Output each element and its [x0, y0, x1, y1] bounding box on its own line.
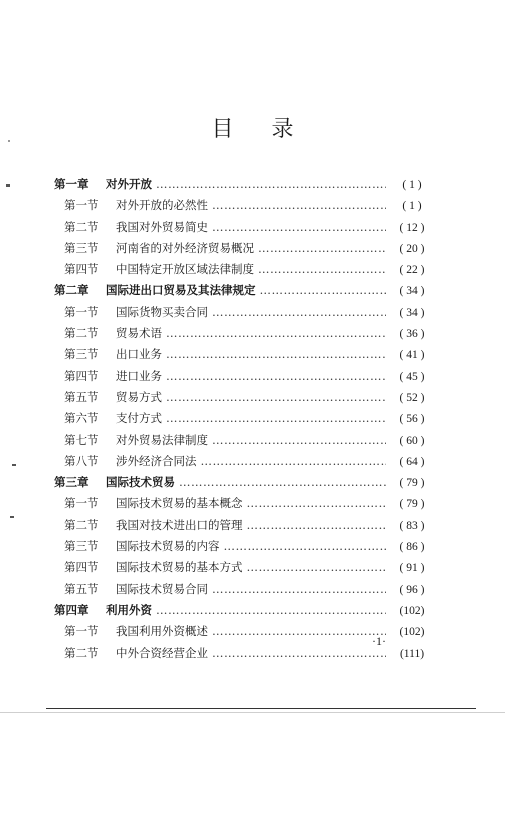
- toc-entry-page: ( 86 ): [399, 541, 425, 554]
- toc-section-row: [54, 261, 434, 282]
- toc-entry-title: 对外贸易法律制度: [116, 432, 208, 447]
- toc-entry-number: 第七节: [64, 432, 99, 447]
- toc-entry-page: ( 41 ): [399, 349, 425, 362]
- toc-chapter-row: [54, 474, 434, 495]
- title-char-1: 目: [211, 117, 234, 142]
- toc-entry-number: 第一节: [64, 624, 99, 639]
- toc-chapter-row: [54, 176, 434, 197]
- toc-entry-number: 第八节: [64, 453, 99, 468]
- toc-entry-number: 第一章: [54, 177, 89, 191]
- toc-entry-page: ( 1 ): [402, 179, 422, 191]
- toc-section-row: [54, 432, 434, 453]
- toc-entry-title: 对外开放: [106, 177, 152, 191]
- scan-speck: [6, 184, 10, 187]
- toc-section-row: [54, 581, 434, 602]
- dot-leader: [247, 560, 387, 574]
- scan-edge-line: [0, 712, 505, 713]
- toc-entry-page: ( 52 ): [399, 391, 425, 404]
- toc-entry-number: 第一节: [64, 496, 99, 511]
- toc-entry-page: ( 34 ): [399, 306, 425, 319]
- toc-entry-title: 中国特定开放区域法律制度: [116, 262, 254, 277]
- toc-section-row: [54, 389, 434, 410]
- toc-entry-number: 第四节: [64, 560, 99, 575]
- dot-leader: [166, 326, 386, 340]
- toc-entry-number: 第六节: [64, 411, 99, 426]
- toc-entry-number: 第一节: [64, 198, 99, 213]
- toc-section-row: [54, 219, 434, 240]
- toc-entry-page: ( 1 ): [402, 200, 422, 213]
- toc-entry-page: ( 12 ): [399, 221, 425, 234]
- toc-entry-page: ( 60 ): [399, 434, 425, 447]
- toc-section-row: [54, 304, 434, 325]
- toc-section-row: [54, 559, 434, 580]
- toc-entry-title: 国际技术贸易合同: [116, 581, 208, 596]
- dot-leader: [212, 305, 386, 319]
- toc-entry-page: ( 83 ): [399, 519, 425, 532]
- toc-entry-number: 第一节: [64, 304, 99, 319]
- dot-leader: [258, 241, 386, 255]
- toc-entry-page: (102): [399, 626, 425, 639]
- toc-chapter-row: [54, 602, 434, 623]
- toc-entry-number: 第二节: [64, 645, 99, 660]
- toc-entry-page: ( 34 ): [399, 285, 425, 298]
- dot-leader: [156, 603, 386, 617]
- toc-section-row: [54, 197, 434, 218]
- toc-section-row: [54, 517, 434, 538]
- dot-leader: [247, 518, 387, 532]
- toc-section-row: [54, 410, 434, 431]
- toc-entry-title: 我国对外贸易简史: [116, 219, 208, 234]
- dot-leader: [212, 646, 386, 660]
- dot-leader: [258, 262, 386, 276]
- toc-section-row: [54, 325, 434, 346]
- toc-entry-title: 国际技术贸易的基本方式: [116, 560, 243, 575]
- dot-leader: [247, 496, 387, 510]
- scan-speck: [12, 464, 16, 466]
- toc-entry-number: 第二章: [54, 283, 89, 298]
- toc-entry-page: ( 91 ): [399, 562, 425, 575]
- toc-entry-page: ( 64 ): [399, 455, 425, 468]
- toc-entry-number: 第二节: [64, 326, 99, 341]
- page-number: ·1·: [372, 634, 386, 648]
- toc-entry-number: 第三节: [64, 347, 99, 362]
- toc-entry-title: 出口业务: [116, 347, 162, 362]
- dot-leader: [212, 433, 386, 447]
- toc-entry-number: 第三节: [64, 539, 99, 554]
- toc-entry-title: 支付方式: [116, 411, 162, 426]
- toc-chapter-row: [54, 282, 434, 303]
- dot-leader: [166, 411, 386, 425]
- toc-entry-page: ( 45 ): [399, 370, 425, 383]
- toc-section-row: [54, 240, 434, 261]
- title-char-2: 录: [271, 117, 294, 142]
- dot-leader: [212, 624, 386, 638]
- dot-leader: [212, 198, 386, 212]
- toc-entry-title: 国际进出口贸易及其法律规定: [106, 283, 256, 298]
- dot-leader: [201, 454, 387, 468]
- toc-entry-number: 第三节: [64, 240, 99, 255]
- toc-entry-title: 我国对技术进出口的管理: [116, 517, 243, 532]
- toc-entry-page: ( 96 ): [399, 583, 425, 596]
- toc-entry-title: 贸易术语: [116, 326, 162, 341]
- toc-entry-page: (111): [399, 647, 425, 660]
- toc-entry-number: 第四章: [54, 602, 89, 617]
- toc-entry-page: (102): [399, 604, 425, 617]
- toc-entry-title: 贸易方式: [116, 389, 162, 404]
- toc-entry-page: ( 79 ): [399, 477, 425, 490]
- dot-leader: [166, 369, 386, 383]
- toc-entry-title: 国际技术贸易: [106, 475, 175, 490]
- dot-leader: [212, 220, 386, 234]
- dot-leader: [212, 582, 386, 596]
- table-of-contents: [54, 176, 434, 666]
- page-title: [0, 112, 505, 143]
- toc-entry-number: 第五节: [64, 389, 99, 404]
- toc-entry-number: 第二节: [64, 517, 99, 532]
- dot-leader: [166, 347, 386, 361]
- dot-leader: [179, 475, 386, 489]
- dot-leader: [166, 390, 386, 404]
- toc-entry-page: ( 36 ): [399, 328, 425, 341]
- toc-entry-title: 国际货物买卖合同: [116, 304, 208, 319]
- toc-entry-page: ( 22 ): [399, 264, 425, 277]
- scan-speck: [8, 140, 10, 142]
- scan-speck: [10, 516, 14, 518]
- toc-entry-number: 第四节: [64, 368, 99, 383]
- toc-entry-title: 国际技术贸易的基本概念: [116, 496, 243, 511]
- toc-entry-page: ( 56 ): [399, 413, 425, 426]
- toc-section-row: [54, 453, 434, 474]
- toc-entry-title: 中外合资经营企业: [116, 645, 208, 660]
- dot-leader: [156, 177, 386, 191]
- toc-section-row: [54, 538, 434, 559]
- toc-entry-number: 第二节: [64, 219, 99, 234]
- toc-entry-title: 对外开放的必然性: [116, 198, 208, 213]
- toc-entry-title: 涉外经济合同法: [116, 453, 197, 468]
- toc-entry-title: 国际技术贸易的内容: [116, 539, 220, 554]
- bottom-rule: [46, 708, 476, 709]
- dot-leader: [224, 539, 387, 553]
- toc-section-row: [54, 346, 434, 367]
- toc-section-row: [54, 368, 434, 389]
- toc-entry-page: ( 20 ): [399, 242, 425, 255]
- toc-entry-page: ( 79 ): [399, 498, 425, 511]
- toc-entry-number: 第四节: [64, 262, 99, 277]
- toc-entry-title: 进口业务: [116, 368, 162, 383]
- toc-entry-title: 我国利用外资概述: [116, 624, 208, 639]
- toc-entry-number: 第五节: [64, 581, 99, 596]
- dot-leader: [260, 283, 387, 297]
- toc-section-row: [54, 495, 434, 516]
- toc-entry-number: 第三章: [54, 475, 89, 490]
- toc-entry-title: 河南省的对外经济贸易概况: [116, 240, 254, 255]
- toc-entry-title: 利用外资: [106, 602, 152, 617]
